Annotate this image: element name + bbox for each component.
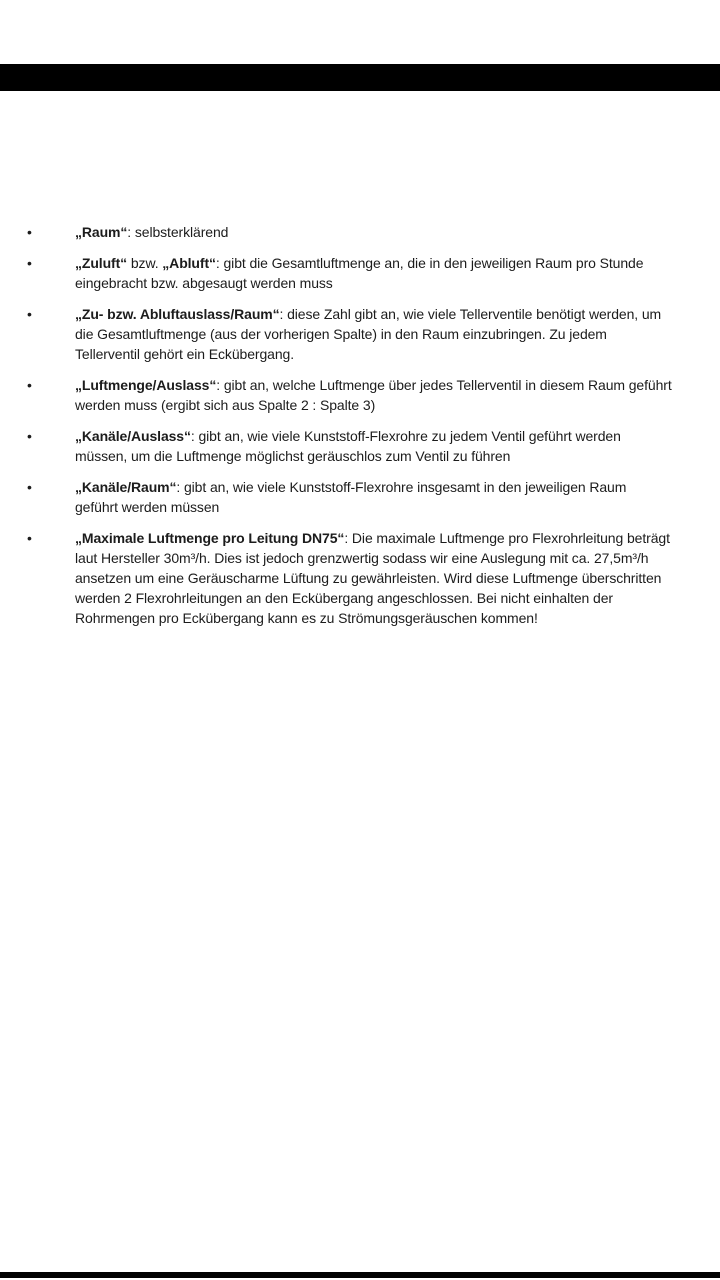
bullet-text: „Luftmenge/Auslass“: gibt an, welche Luftmenge über jedes Tellerventil in diesem Raum geführt werden muss (ergibt sich aus Spalte 2 : Spalte 3) xyxy=(75,377,672,413)
bullet-text: „Raum“: selbsterklärend xyxy=(75,224,229,240)
list-item xyxy=(0,477,720,517)
bullet-text: „Zu- bzw. Abluftauslass/Raum“: diese Zahl gibt an, wie viele Tellerventile benötigt werden, um die Gesamtluftmenge (aus der vorherigen Spalte) in den Raum einzubringen. Zu jedem Tellerventil gehört ein Eckübergang. xyxy=(75,306,662,362)
bullet-text: „Zuluft“ bzw. „Abluft“: gibt die Gesamtluftmenge an, die in den jeweiligen Raum pro Stunde eingebracht bzw. abgesaugt werden muss xyxy=(75,255,644,291)
bullet-icon: • xyxy=(27,428,32,444)
list-item xyxy=(0,426,720,466)
bullet-text: „Maximale Luftmenge pro Leitung DN75“: Die maximale Luftmenge pro Flexrohrleitung beträgt laut Hersteller 30m³/h. Dies ist jedoch grenzwertig sodass wir eine Auslegung mit ca. 27,5m³/h ansetzen um eine Geräuscharme Lüftung zu gewährleisten. Wird diese Luftmenge überschritten werden 2 Flexrohrleitungen an den Eckübergang angeschlossen. Bei nicht einhalten der Rohrmengen pro Eckübergang kann es zu Strömungsgeräuschen kommen! xyxy=(75,530,670,626)
bullet-icon: • xyxy=(27,306,32,322)
list-item xyxy=(0,304,720,364)
bullet-icon: • xyxy=(27,255,32,271)
list-item xyxy=(0,375,720,415)
bullet-list xyxy=(0,222,720,639)
bullet-icon: • xyxy=(27,530,32,546)
bottom-bar xyxy=(0,1272,720,1278)
bullet-icon: • xyxy=(27,377,32,393)
bullet-text: „Kanäle/Auslass“: gibt an, wie viele Kunststoff-Flexrohre zu jedem Ventil geführt werden müssen, um die Luftmenge möglichst geräuschlos zum Ventil zu führen xyxy=(75,428,621,464)
list-item xyxy=(0,222,720,242)
list-item xyxy=(0,253,720,293)
bullet-text: „Kanäle/Raum“: gibt an, wie viele Kunststoff-Flexrohre insgesamt in den jeweiligen Raum geführt werden müssen xyxy=(75,479,627,515)
list-item xyxy=(0,528,720,628)
bullet-icon: • xyxy=(27,224,32,240)
top-bar xyxy=(0,64,720,91)
bullet-icon: • xyxy=(27,479,32,495)
